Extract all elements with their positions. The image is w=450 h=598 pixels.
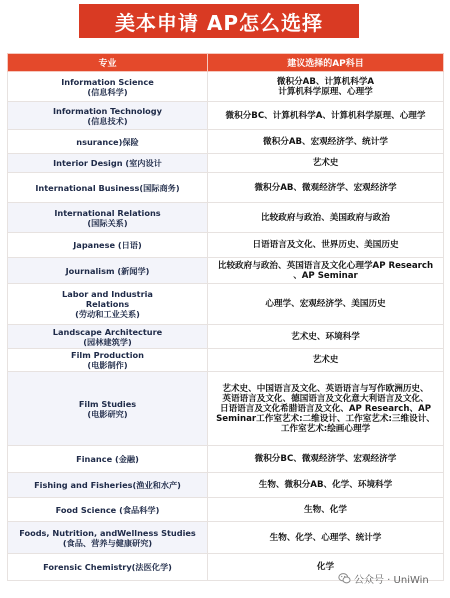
table-row — [8, 130, 444, 154]
ap-subjects-cell — [208, 372, 444, 446]
ap-subjects-line: 微积分BC、计算机科学A、计算机科学原理、心理学 — [225, 110, 426, 121]
major-cell — [8, 554, 208, 581]
footer-text: 公众号 · UniWin — [354, 575, 429, 586]
major-cell — [8, 446, 208, 473]
ap-subjects-cell — [208, 473, 444, 498]
table-row — [8, 446, 444, 473]
ap-subjects-line: 比较政府与政治、英国语言及文化心理学AP Research — [217, 260, 434, 271]
ap-subjects-line: 艺术史、环境科学 — [291, 331, 360, 342]
major-line: Relations — [85, 299, 130, 309]
ap-subjects-cell — [208, 233, 444, 258]
major-line: Labor and Industria — [62, 289, 153, 299]
table-row — [8, 325, 444, 349]
table-row — [8, 72, 444, 102]
ap-subjects-line: 心理学、宏观经济学、美国历史 — [265, 299, 386, 309]
ap-subjects-line: 生物、化学 — [304, 504, 347, 515]
major-cell — [8, 203, 208, 233]
major-cell — [8, 173, 208, 203]
ap-subjects-cell — [208, 130, 444, 154]
header-ap-subjects: 建议选择的AP科目 — [208, 54, 444, 72]
ap-subjects-cell — [208, 522, 444, 554]
major-line: (电影制作) — [87, 360, 128, 370]
ap-subjects-line: 化学 — [316, 562, 335, 572]
ap-subjects-cell — [208, 72, 444, 102]
ap-subjects-line: 计算机科学原理、心理学 — [278, 86, 373, 97]
ap-subjects-line: 工作室艺术:绘画心理学 — [280, 423, 371, 434]
major-line: (劳动和工业关系) — [75, 309, 140, 319]
major-line: (园林建筑学) — [83, 336, 132, 347]
ap-subjects-line: 、AP Seminar — [293, 270, 358, 281]
ap-subjects-line: 艺术史、中国语言及文化、英语语言与写作欧洲历史、 — [222, 383, 429, 394]
major-line: Food Science (食品科学) — [55, 504, 160, 515]
ap-subjects-cell — [208, 349, 444, 372]
major-cell — [8, 284, 208, 325]
ap-subjects-line: 微积分BC、微观经济学、宏观经济学 — [254, 454, 397, 464]
table-row — [8, 284, 444, 325]
page-title: 美本申请 AP怎么选择 — [79, 4, 359, 38]
major-line: Japanese (日语) — [73, 240, 142, 250]
table-row — [8, 372, 444, 446]
ap-subjects-line: 微积分AB、微观经济学、宏观经济学 — [254, 182, 397, 193]
table-row — [8, 203, 444, 233]
major-line: Journalism (新闻学) — [65, 265, 150, 276]
ap-table — [7, 53, 444, 581]
table-row — [8, 173, 444, 203]
table-row — [8, 349, 444, 372]
major-line: (国际关系) — [87, 217, 128, 228]
major-line: (食品、营养与健康研究) — [62, 537, 153, 548]
ap-subjects-line: Seminar工作室艺术:二维设计、工作室艺术:三维设计、 — [216, 413, 435, 424]
ap-subjects-cell — [208, 446, 444, 473]
major-cell — [8, 102, 208, 130]
ap-subjects-line: 微积分AB、宏观经济学、统计学 — [263, 136, 388, 147]
ap-subjects-line: 微积分AB、计算机科学A — [276, 76, 375, 87]
major-cell — [8, 325, 208, 349]
ap-subjects-line: 比较政府与政治、美国政府与政治 — [261, 212, 390, 223]
major-line: Film Studies — [78, 398, 137, 409]
ap-subjects-cell — [208, 498, 444, 522]
ap-subjects-cell — [208, 203, 444, 233]
table-row — [8, 154, 444, 173]
major-cell — [8, 522, 208, 554]
major-cell — [8, 349, 208, 372]
ap-subjects-line: 生物、微积分AB、化学、环境科学 — [258, 480, 393, 490]
ap-subjects-line: 生物、化学、心理学、统计学 — [269, 532, 382, 543]
major-cell — [8, 258, 208, 284]
table-row — [8, 498, 444, 522]
table-row — [8, 102, 444, 130]
ap-subjects-line: 日语语言及文化希腊语言及文化、AP Research、AP — [219, 403, 432, 414]
ap-subjects-line: 艺术史 — [312, 158, 339, 168]
header-major: 专业 — [8, 54, 208, 72]
ap-subjects-cell — [208, 258, 444, 284]
major-line: International Relations — [54, 207, 161, 218]
major-line: Film Production — [71, 350, 144, 360]
major-line: (信息技术) — [87, 115, 128, 126]
table-body — [8, 72, 444, 581]
major-line: International Business(国际商务) — [35, 182, 180, 193]
major-cell — [8, 130, 208, 154]
ap-subjects-cell — [208, 284, 444, 325]
major-line: (电影研究) — [87, 408, 128, 419]
table-row — [8, 258, 444, 284]
ap-subjects-cell — [208, 173, 444, 203]
major-cell — [8, 72, 208, 102]
major-line: Landscape Architecture — [52, 326, 163, 337]
ap-subjects-line: 英语语言及文化、德国语言及文化意大利语言及文化、 — [222, 393, 429, 404]
ap-subjects-cell — [208, 325, 444, 349]
ap-subjects-cell — [208, 102, 444, 130]
major-line: (信息科学) — [87, 86, 128, 97]
major-cell — [8, 498, 208, 522]
major-line: Foods, Nutrition, andWellness Studies — [19, 527, 196, 538]
footer-watermark — [338, 571, 429, 586]
ap-subjects-cell — [208, 154, 444, 173]
major-line: Fishing and Fisheries(渔业和水产) — [34, 480, 181, 490]
major-line: Finance (金融) — [76, 454, 139, 464]
table-row — [8, 473, 444, 498]
major-line: Interior Design (室内设计 — [53, 158, 162, 168]
table-row — [8, 233, 444, 258]
major-line: Forensic Chemistry(法医化学) — [43, 562, 172, 572]
major-cell — [8, 233, 208, 258]
ap-subjects-line: 日语语言及文化、世界历史、美国历史 — [252, 240, 399, 250]
major-cell — [8, 372, 208, 446]
major-line: Information Technology — [53, 105, 162, 116]
major-line: nsurance)保险 — [76, 136, 139, 147]
ap-subjects-line: 艺术史 — [312, 355, 339, 365]
major-cell — [8, 154, 208, 173]
table-header-row — [8, 54, 444, 72]
major-cell — [8, 473, 208, 498]
major-line: Information Science — [61, 76, 154, 87]
table-row — [8, 522, 444, 554]
wechat-icon — [338, 572, 351, 585]
